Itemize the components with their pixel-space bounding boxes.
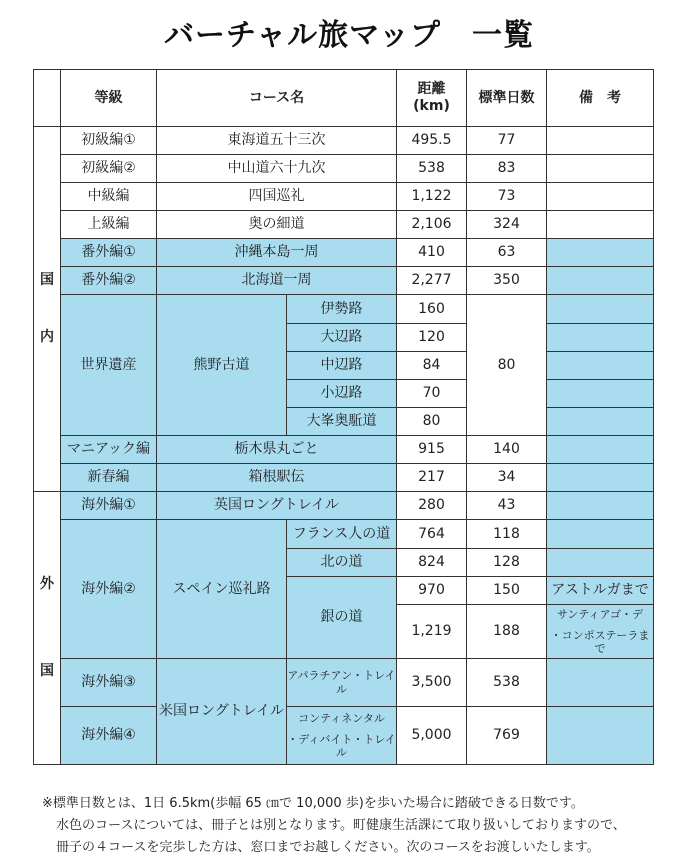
remarks-cell bbox=[547, 707, 654, 765]
table-row bbox=[34, 659, 654, 707]
distance-cell: 80 bbox=[397, 408, 467, 436]
route-cell: 小辺路 bbox=[287, 380, 397, 408]
grade-cell: 上級編 bbox=[61, 211, 157, 239]
side-label-domestic bbox=[34, 127, 61, 492]
remarks-cell bbox=[547, 211, 654, 239]
table-row bbox=[34, 155, 654, 183]
distance-cell: 2,106 bbox=[397, 211, 467, 239]
remark-line: サンティアゴ・デ bbox=[556, 607, 644, 621]
course-cell: 東海道五十三次 bbox=[157, 127, 397, 155]
distance-cell: 410 bbox=[397, 239, 467, 267]
header-corner bbox=[34, 70, 61, 127]
distance-cell: 1,122 bbox=[397, 183, 467, 211]
course-cell: 米国ロングトレイル bbox=[157, 659, 287, 765]
days-cell: 43 bbox=[467, 492, 547, 520]
grade-cell: 中級編 bbox=[61, 183, 157, 211]
grade-cell: 世界遺産 bbox=[61, 295, 157, 436]
days-cell: 128 bbox=[467, 549, 547, 577]
grade-cell: 番外編② bbox=[61, 267, 157, 295]
distance-cell: 495.5 bbox=[397, 127, 467, 155]
distance-cell: 70 bbox=[397, 380, 467, 408]
header-distance-label: 距離 bbox=[417, 81, 446, 98]
course-table bbox=[33, 69, 654, 765]
side-char: 国 bbox=[40, 663, 54, 679]
remarks-cell bbox=[547, 127, 654, 155]
days-cell: 34 bbox=[467, 464, 547, 492]
distance-cell: 3,500 bbox=[397, 659, 467, 707]
distance-cell: 538 bbox=[397, 155, 467, 183]
table-row bbox=[34, 464, 654, 492]
grade-cell: 初級編① bbox=[61, 127, 157, 155]
course-cell: 奥の細道 bbox=[157, 211, 397, 239]
distance-cell: 160 bbox=[397, 295, 467, 324]
remarks-cell bbox=[547, 380, 654, 408]
grade-cell: 海外編② bbox=[61, 520, 157, 659]
route-cell: アパラチアン・トレイル bbox=[287, 659, 397, 707]
days-cell: 188 bbox=[467, 605, 547, 659]
grade-cell: 初級編② bbox=[61, 155, 157, 183]
days-cell: 118 bbox=[467, 520, 547, 549]
remarks-cell bbox=[547, 659, 654, 707]
route-cell bbox=[287, 707, 397, 765]
days-cell: 63 bbox=[467, 239, 547, 267]
remarks-cell bbox=[547, 295, 654, 324]
distance-cell: 1,219 bbox=[397, 605, 467, 659]
table-row bbox=[34, 239, 654, 267]
side-label-overseas bbox=[34, 492, 61, 765]
course-cell: 中山道六十九次 bbox=[157, 155, 397, 183]
route-cell: フランス人の道 bbox=[287, 520, 397, 549]
header-days: 標準日数 bbox=[467, 70, 547, 127]
footnote bbox=[42, 793, 666, 859]
remarks-cell bbox=[547, 436, 654, 464]
days-cell: 80 bbox=[467, 295, 547, 436]
distance-cell: 915 bbox=[397, 436, 467, 464]
distance-cell: 217 bbox=[397, 464, 467, 492]
course-cell: スペイン巡礼路 bbox=[157, 520, 287, 659]
distance-cell: 824 bbox=[397, 549, 467, 577]
remarks-cell bbox=[547, 155, 654, 183]
distance-cell: 2,277 bbox=[397, 267, 467, 295]
footnote-line: 水色のコースについては、冊子とは別となります。町健康生活課にて取り扱いしておりますので、 bbox=[56, 818, 626, 833]
grade-cell: 新春編 bbox=[61, 464, 157, 492]
days-cell: 538 bbox=[467, 659, 547, 707]
distance-cell: 280 bbox=[397, 492, 467, 520]
header-course: コース名 bbox=[157, 70, 397, 127]
course-cell: 英国ロングトレイル bbox=[157, 492, 397, 520]
course-cell: 北海道一周 bbox=[157, 267, 397, 295]
remarks-cell bbox=[547, 183, 654, 211]
route-cell: 大辺路 bbox=[287, 324, 397, 352]
header-distance-unit: (km) bbox=[413, 98, 450, 114]
remarks-cell bbox=[547, 605, 654, 659]
table-row bbox=[34, 211, 654, 239]
distance-cell: 5,000 bbox=[397, 707, 467, 765]
header-row bbox=[34, 70, 654, 127]
route-line: コンティネンタル bbox=[298, 711, 385, 725]
remarks-cell bbox=[547, 492, 654, 520]
remarks-cell bbox=[547, 549, 654, 577]
route-cell: 銀の道 bbox=[287, 577, 397, 659]
days-cell: 324 bbox=[467, 211, 547, 239]
route-cell: 中辺路 bbox=[287, 352, 397, 380]
side-char: 内 bbox=[40, 329, 54, 345]
table-row bbox=[34, 436, 654, 464]
header-distance bbox=[397, 70, 467, 127]
footnote-line: ※標準日数とは、1日 6.5km(歩幅 65 ㎝で 10,000 歩)を歩いた場合に踏破できる日数です。 bbox=[42, 796, 584, 811]
footnote-line: 冊子の４コースを完歩した方は、窓口までお越しください。次のコースをお渡しいたします。 bbox=[56, 840, 600, 855]
days-cell: 83 bbox=[467, 155, 547, 183]
distance-cell: 120 bbox=[397, 324, 467, 352]
page-title: バーチャル旅マップ 一覧 bbox=[164, 18, 534, 53]
grade-cell: 番外編① bbox=[61, 239, 157, 267]
table-row bbox=[34, 295, 654, 324]
table-row bbox=[34, 183, 654, 211]
table-row bbox=[34, 267, 654, 295]
table-row bbox=[34, 492, 654, 520]
route-cell: 北の道 bbox=[287, 549, 397, 577]
days-cell: 140 bbox=[467, 436, 547, 464]
distance-cell: 764 bbox=[397, 520, 467, 549]
grade-cell: 海外編③ bbox=[61, 659, 157, 707]
days-cell: 150 bbox=[467, 577, 547, 605]
side-char: 外 bbox=[40, 576, 54, 593]
days-cell: 73 bbox=[467, 183, 547, 211]
side-char: 国 bbox=[40, 272, 54, 289]
grade-cell: 海外編① bbox=[61, 492, 157, 520]
table-row bbox=[34, 707, 654, 765]
remarks-cell bbox=[547, 520, 654, 549]
course-cell: 栃木県丸ごと bbox=[157, 436, 397, 464]
route-cell: 伊勢路 bbox=[287, 295, 397, 324]
remarks-cell bbox=[547, 408, 654, 436]
distance-cell: 970 bbox=[397, 577, 467, 605]
course-cell: 沖縄本島一周 bbox=[157, 239, 397, 267]
route-cell: 大峯奥駈道 bbox=[287, 408, 397, 436]
remarks-cell bbox=[547, 239, 654, 267]
route-line: ・ディバイト・トレイル bbox=[287, 732, 396, 760]
remarks-cell bbox=[547, 352, 654, 380]
remark-line: ・コンポステーラまで bbox=[550, 628, 650, 656]
table-row bbox=[34, 520, 654, 549]
days-cell: 77 bbox=[467, 127, 547, 155]
days-cell: 350 bbox=[467, 267, 547, 295]
grade-cell: 海外編④ bbox=[61, 707, 157, 765]
header-grade: 等級 bbox=[61, 70, 157, 127]
remarks-cell bbox=[547, 267, 654, 295]
days-cell: 769 bbox=[467, 707, 547, 765]
header-remarks: 備 考 bbox=[547, 70, 654, 127]
grade-cell: マニアック編 bbox=[61, 436, 157, 464]
remarks-cell: アストルガまで bbox=[547, 577, 654, 605]
course-cell: 熊野古道 bbox=[157, 295, 287, 436]
distance-cell: 84 bbox=[397, 352, 467, 380]
remarks-cell bbox=[547, 464, 654, 492]
table-row bbox=[34, 127, 654, 155]
remarks-cell bbox=[547, 324, 654, 352]
course-cell: 箱根駅伝 bbox=[157, 464, 397, 492]
course-cell: 四国巡礼 bbox=[157, 183, 397, 211]
